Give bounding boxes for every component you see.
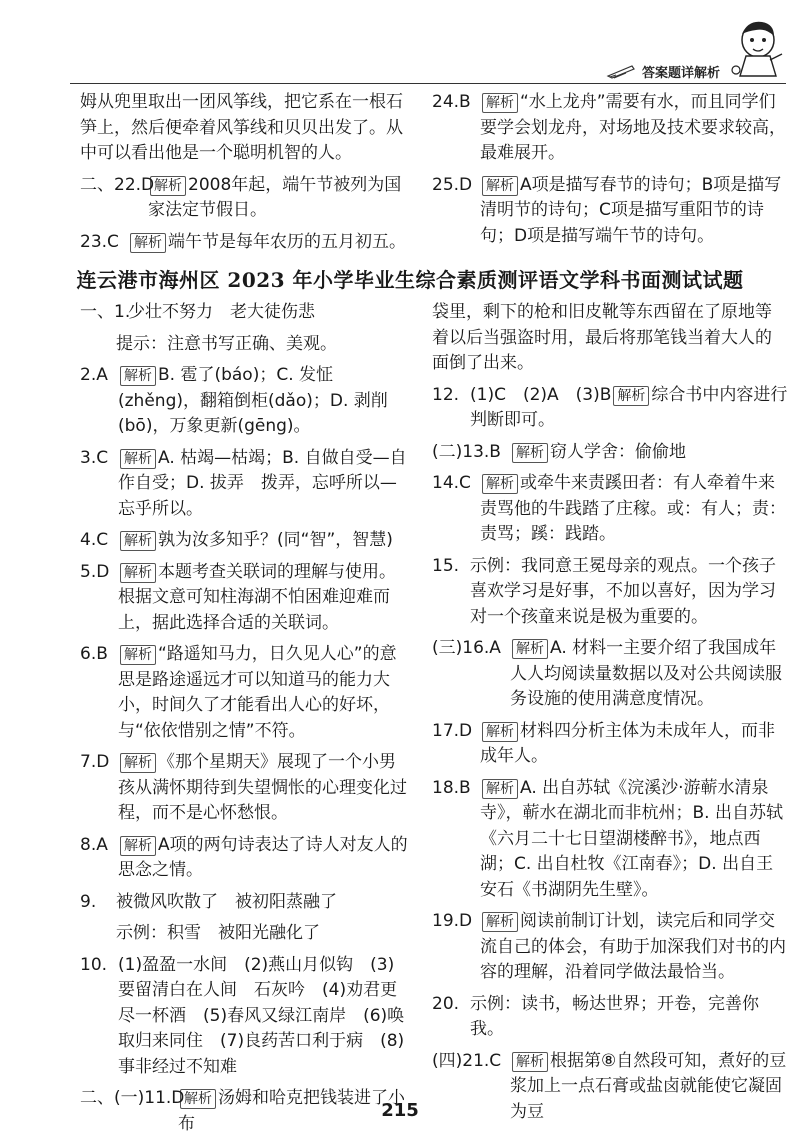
answer-content (480, 721, 775, 767)
answer-content (118, 955, 404, 1077)
answer-item (80, 528, 410, 554)
analysis-tag: 解析 (512, 639, 548, 659)
answer-content (128, 302, 315, 322)
header-brand (606, 62, 720, 81)
answer-number: 一、1. (80, 302, 131, 322)
answer-body: A项是描写春节的诗句；B项是描写清明节的诗句；C项是描写重阳节的诗句；D项是描写端午节的诗句。 (480, 174, 782, 246)
analysis-tag: 解析 (120, 449, 156, 469)
answer-item (432, 471, 788, 548)
answer-item (80, 890, 410, 916)
answer-content (510, 442, 686, 462)
answer-body: 示例：积雪 被阳光融化了 (116, 923, 320, 943)
exam-title: 连云港市海州区 2023 年小学毕业生综合素质测评语文学科书面测试试题 (76, 268, 744, 292)
answer-content (118, 752, 407, 823)
answer-content (480, 778, 783, 900)
answer-content (118, 562, 396, 633)
analysis-tag: 解析 (512, 1052, 548, 1072)
answer-number: 18.B (432, 777, 471, 798)
answer-item (432, 992, 788, 1043)
answer-item (80, 230, 410, 256)
analysis-tag: 解析 (120, 366, 156, 386)
answer-body: 根据第⑧自然段可知，煮好的豆浆加上一点石膏或盐卤就能使它凝固为豆 (510, 1050, 787, 1122)
answer-body: A. 材料一主要介绍了我国成年人人均阅读量数据以及对公共阅读服务设施的使用满意度情况。 (510, 638, 782, 709)
answer-text (80, 921, 410, 947)
answer-item (80, 953, 410, 1081)
answer-number: (三)16.A (432, 638, 501, 658)
answer-text (80, 332, 410, 358)
answer-number: 7.D (80, 752, 110, 772)
answer-content (118, 365, 388, 436)
analysis-tag: 解析 (482, 912, 518, 932)
answer-body: A. 出自苏轼《浣溪沙·游蕲水清泉寺》，蕲水在湖北而非杭州；B. 出自苏轼《六月二十七日望湖楼醉书》，地点西湖；C. 出自杜牧《江南春》；D. 出自王安石《书湖阴先生壁》。 (480, 777, 783, 900)
answer-number: 8.A (80, 834, 108, 855)
answer-text (432, 300, 788, 377)
answer-content (480, 911, 786, 982)
analysis-tag: 解析 (120, 531, 156, 551)
answer-item (432, 909, 788, 986)
answer-number: 12. (432, 384, 460, 405)
answer-number: 3.C (80, 447, 109, 468)
analysis-tag: 解析 (512, 443, 548, 463)
answer-number: (二)13.B (432, 441, 501, 462)
answer-body: A项的两句诗表达了诗人对友人的思念之情。 (118, 834, 408, 880)
analysis-tag: 解析 (150, 176, 186, 196)
body-left-column (80, 300, 410, 1143)
answer-body: 示例：我同意王冕母亲的观点。一个孩子喜欢学习是好事，不加以喜好，因为学习对一个孩童来说是极为重要的。 (470, 555, 776, 627)
analysis-tag: 解析 (130, 233, 166, 253)
answer-number: 14.C (432, 473, 471, 493)
answer-number: 4.C (80, 530, 109, 550)
brand-label: 答案题详解析 (641, 66, 720, 81)
analysis-tag: 解析 (120, 645, 156, 665)
body-right-column (432, 300, 788, 1131)
answer-content (118, 835, 408, 881)
answer-body: 袋里，剩下的枪和旧皮靴等东西留在了原地等着以后当强盗时用，最后将那笔钱当着大人的面倒了出来。 (432, 302, 772, 373)
answer-number: 9. (80, 891, 97, 912)
answer-number: 23.C (80, 231, 119, 252)
answer-body: 孰为汝多知乎？(同“智”，智慧) (158, 530, 393, 550)
answer-body: 端午节是每年农历的五月初五。 (168, 231, 406, 252)
answer-item (432, 636, 788, 713)
answer-item (432, 719, 788, 770)
answer-content (470, 994, 759, 1040)
answer-body: 被微风吹散了 被初阳蒸融了 (116, 891, 337, 912)
answer-item (80, 750, 410, 827)
answer-body: 窃人学舍：偷偷地 (550, 441, 686, 462)
analysis-tag: 解析 (180, 1089, 216, 1109)
answer-item (80, 300, 410, 326)
answer-content (480, 92, 786, 163)
analysis-tag: 解析 (613, 386, 649, 406)
answer-number: (四)21.C (432, 1050, 502, 1071)
answer-content (470, 556, 776, 627)
analysis-tag: 解析 (482, 93, 518, 113)
answer-item (80, 446, 410, 523)
answer-body: 本题考查关联词的理解与使用。根据文意可知柱海湖不怕困难迎难而上，据此选择合适的关联词。 (118, 561, 396, 633)
analysis-tag: 解析 (482, 779, 518, 799)
header-rule (70, 83, 786, 84)
answer-number: 17.D (432, 720, 473, 741)
answer-item (80, 833, 410, 884)
analysis-tag: 解析 (120, 753, 156, 773)
answer-body: (1)盈盈一水间 (2)燕山月似钩 (3)要留清白在人间 石灰吟 (4)劝君更尽一杯酒 (5)春风又绿江南岸 (6)唤取归来同住 (7)良药苦口利于病 (8)事非经过不知难 (118, 954, 405, 1077)
answer-item (432, 383, 788, 434)
answer-item (432, 776, 788, 904)
answer-number: 6.B (80, 644, 108, 664)
answer-number: 2.A (80, 365, 108, 385)
answer-content (118, 644, 397, 741)
answer-content (470, 385, 787, 431)
answer-body: 或牵牛来责蹊田者：有人牵着牛来责骂他的牛践踏了庄稼。或：有人；责：责骂；蹊：践踏。 (480, 473, 786, 544)
answer-item (80, 363, 410, 440)
answer-body: 姆从兜里取出一团风筝线，把它系在一根石笋上，然后便牵着风筝线和贝贝出发了。从中可以看出他是一个聪明机智的人。 (80, 92, 403, 163)
answer-item (432, 90, 788, 167)
answer-number: 24.B (432, 92, 471, 112)
answer-number: 25.D (432, 174, 473, 195)
answer-number: 二、22.D (80, 174, 155, 195)
answer-body: 示例：读书，畅达世界；开卷，完善你我。 (470, 993, 759, 1039)
analysis-tag: 解析 (482, 722, 518, 742)
answer-body: A. 枯竭—枯竭；B. 自做自受—自作自受；D. 拔弄 拨弄，忘呼所以—忘乎所以。 (118, 447, 407, 519)
answer-item (432, 554, 788, 631)
top-right-column (432, 90, 788, 255)
answer-body: “水上龙舟”需要有水，而且同学们要学会划龙舟，对场地及技术要求较高，最难展开。 (480, 92, 786, 163)
answer-content (118, 530, 393, 550)
answer-content (116, 892, 337, 912)
answer-body: 阅读前制订计划，读完后和同学交流自己的体会，有助于加深我们对书的内容的理解，沿着同学做法最恰当。 (480, 911, 786, 982)
answer-content (480, 473, 786, 544)
answer-content (510, 638, 782, 709)
page-number: 215 (381, 1100, 419, 1121)
pen-book-icon (606, 64, 636, 80)
answer-text (80, 90, 410, 167)
answer-number: 19.D (432, 911, 473, 931)
answer-body: B. 雹了(báo)；C. 发怔(zhěng)，翻箱倒柜(dǎo)；D. 剥削(bō)，万象更新(gēng)。 (118, 365, 388, 436)
cartoon-boy-mascot-icon (726, 18, 786, 80)
answer-content (480, 175, 781, 246)
analysis-tag: 解析 (482, 176, 518, 196)
answer-content (128, 232, 406, 252)
analysis-tag: 解析 (482, 474, 518, 494)
answer-choices: (1)C (2)A (3)B (470, 384, 612, 405)
answer-item (80, 173, 410, 224)
answer-content (148, 175, 401, 221)
analysis-tag: 解析 (120, 836, 156, 856)
answer-body: “路遥知马力，日久见人心”的意思是路途遥远才可以知道马的能力大小，时间久了才能看出人心的好坏，与“依依惜别之情”不符。 (118, 644, 397, 741)
answer-item (80, 560, 410, 637)
answer-body: 材料四分析主体为未成年人，而非成年人。 (480, 720, 775, 766)
answer-number: 5.D (80, 561, 110, 582)
answer-body: 《那个星期天》展现了一个小男孩从满怀期待到失望惆怅的心理变化过程，而不是心怀愁恨。 (118, 752, 407, 823)
answer-number: 10. (80, 954, 108, 975)
answer-number: 二、(一)11.D (80, 1088, 185, 1108)
answer-number: 15. (432, 555, 460, 576)
answer-body: 少壮不努力 老大徒伤悲 (128, 302, 315, 322)
answer-content (118, 448, 407, 519)
analysis-tag: 解析 (120, 563, 156, 583)
answer-body: 2008年起，端午节被列为国家法定节假日。 (148, 174, 402, 220)
answer-item (432, 173, 788, 250)
answer-body: 汤姆和哈克把钱装进了小布 (178, 1088, 405, 1134)
answer-item (80, 642, 410, 744)
answer-item (432, 440, 788, 466)
top-left-column (80, 90, 410, 261)
answer-number: 20. (432, 993, 460, 1014)
answer-body: 综合书中内容进行判断即可。 (470, 384, 788, 430)
answer-body: 提示：注意书写正确、美观。 (116, 333, 337, 354)
